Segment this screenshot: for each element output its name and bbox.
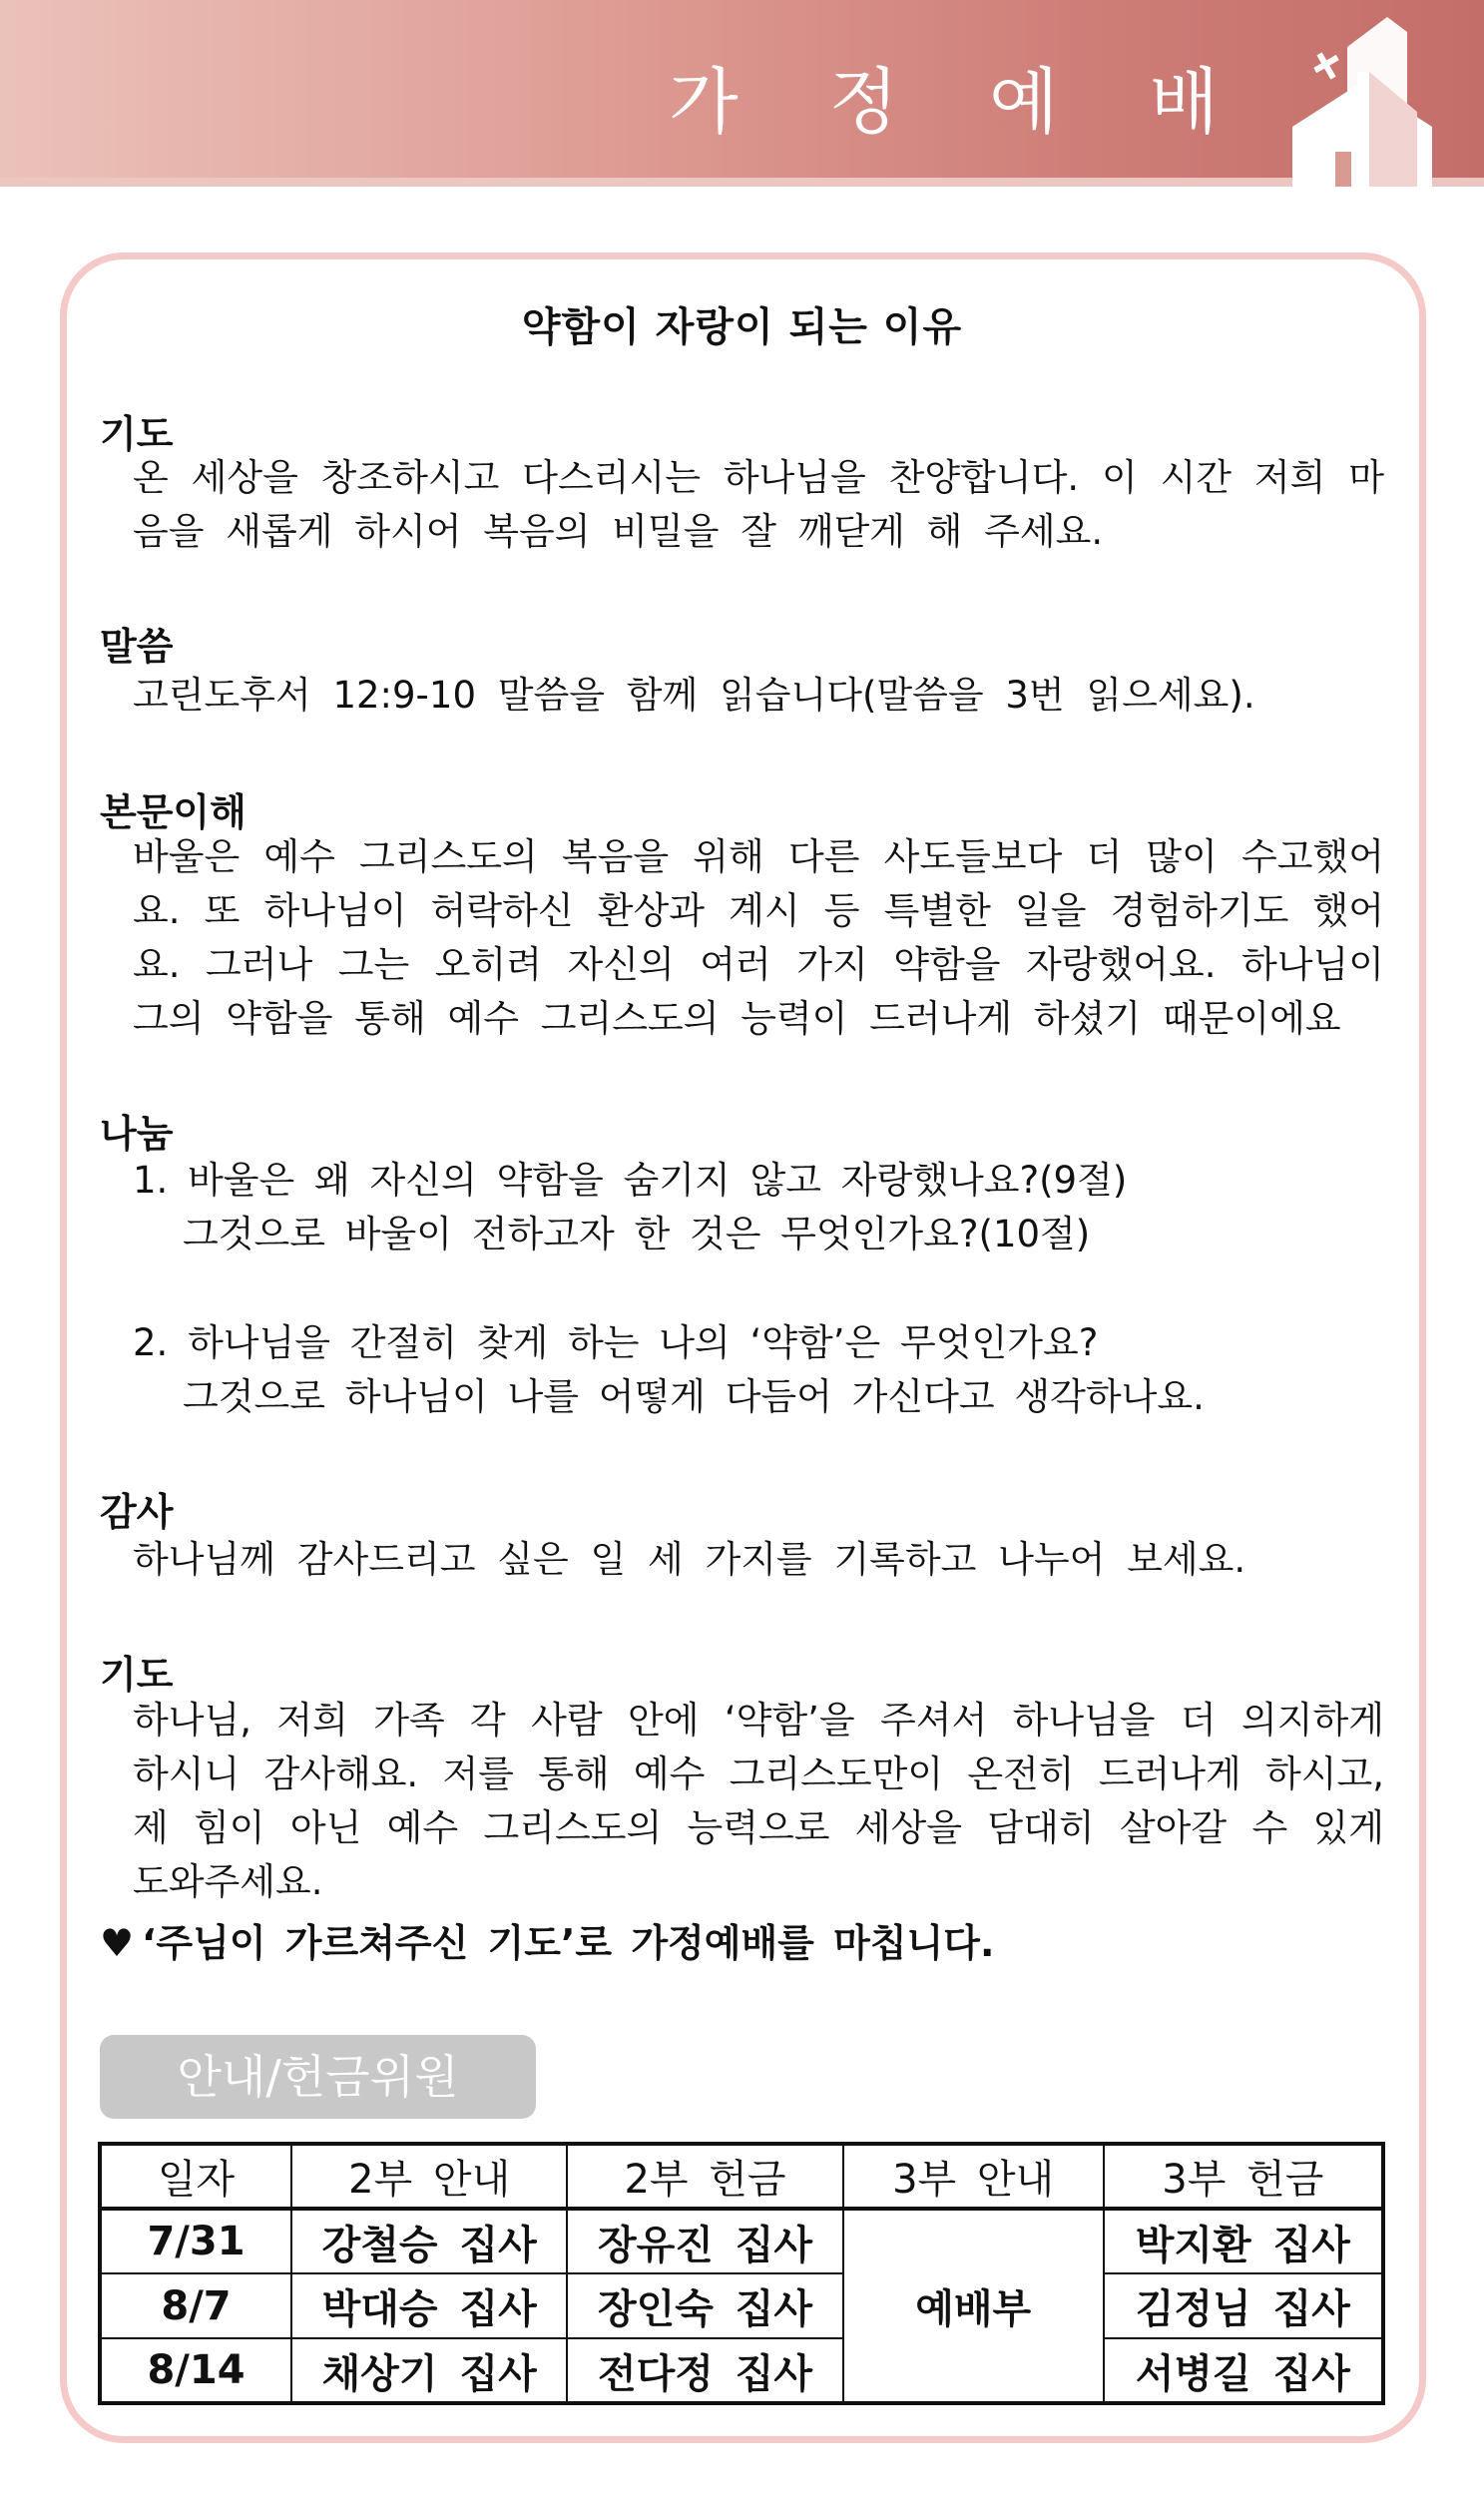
header-3rd-guide: 3부 안내 bbox=[843, 2144, 1104, 2209]
sharing-question-1-followup: 그것으로 바울이 전하고자 한 것은 무엇인가요?(10절) bbox=[183, 1213, 1091, 1255]
cell-3rd-offering: 김정님 집사 bbox=[1104, 2273, 1383, 2338]
header-2nd-offering: 2부 헌금 bbox=[567, 2144, 842, 2209]
closing-prayer-text: 하나님, 저희 가족 각 사람 안에 ‘약함’을 주셔서 하나님을 더 의지하게 하시니 감사해요. 저를 통해 예수 그리스도만이 온전히 드러나게 하시고, 제 힘이 아닌 예수 그리스도의 능력으로 세상을 담대히 살아갈 수 있게 도와주세요. bbox=[133, 1699, 1384, 1903]
closing-text: ‘주님이 가르쳐주신 기도’로 가정예배를 마칩니다. bbox=[142, 1921, 995, 1965]
cell-2nd-offering: 장유진 집사 bbox=[567, 2209, 842, 2273]
section-heading-understanding: 본문이해 bbox=[100, 790, 247, 834]
header-3rd-offering: 3부 헌금 bbox=[1104, 2144, 1383, 2209]
cell-2nd-guide: 채상기 집사 bbox=[291, 2338, 567, 2403]
cell-3rd-offering: 박지환 집사 bbox=[1104, 2209, 1383, 2273]
cell-date: 8/14 bbox=[100, 2338, 291, 2403]
cell-2nd-guide: 강철승 집사 bbox=[291, 2209, 567, 2273]
document-title: 약함이 자랑이 되는 이유 bbox=[521, 304, 963, 350]
table-row bbox=[100, 2273, 1383, 2338]
section-heading-word: 말씀 bbox=[100, 625, 174, 669]
section-heading-thanks: 감사 bbox=[100, 1490, 174, 1534]
thanks-text: 하나님께 감사드리고 싶은 일 세 가지를 기록하고 나누어 보세요. bbox=[133, 1538, 1246, 1581]
heart-icon: ♥ bbox=[100, 1921, 135, 1965]
header-date: 일자 bbox=[100, 2144, 291, 2209]
cell-3rd-guide-merged: 예배부 bbox=[843, 2209, 1104, 2403]
sharing-question-2: 2. 하나님을 간절히 찾게 하는 나의 ‘약함’은 무엇인가요? bbox=[133, 1321, 1099, 1364]
closing-line bbox=[100, 1912, 994, 1967]
section-heading-closing-prayer: 기도 bbox=[100, 1653, 174, 1697]
church-icon bbox=[1277, 12, 1447, 187]
table-row bbox=[100, 2209, 1383, 2273]
passage-understanding-text: 바울은 예수 그리스도의 복음을 위해 다른 사도들보다 더 많이 수고했어요. 또 하나님이 허락하신 환상과 계시 등 특별한 일을 경험하기도 했어요. 그러나 그는 오히려 자신의 여러 가지 약함을 자랑했어요. 하나님이 그의 약함을 통해 예수 그리스도의 능력이 드러나게 하셨기 때문이에요 bbox=[133, 835, 1384, 1040]
prayer-opening-text: 온 세상을 창조하시고 다스리시는 하나님을 찬양합니다. 이 시간 저희 마음을 새롭게 하시어 복음의 비밀을 잘 깨닫게 해 주세요. bbox=[133, 456, 1384, 553]
header-2nd-guide: 2부 안내 bbox=[291, 2144, 567, 2209]
header-divider bbox=[0, 178, 1484, 187]
cell-date: 7/31 bbox=[100, 2209, 291, 2273]
ushers-label: 안내/헌금위원 bbox=[100, 2035, 536, 2119]
cell-2nd-offering: 장인숙 집사 bbox=[567, 2273, 842, 2338]
table-row bbox=[100, 2338, 1383, 2403]
cell-2nd-offering: 전다정 집사 bbox=[567, 2338, 842, 2403]
section-heading-prayer: 기도 bbox=[100, 412, 174, 456]
cell-2nd-guide: 박대승 집사 bbox=[291, 2273, 567, 2338]
cell-3rd-offering: 서병길 집사 bbox=[1104, 2338, 1383, 2403]
cell-date: 8/7 bbox=[100, 2273, 291, 2338]
table-header-row bbox=[100, 2144, 1383, 2209]
sharing-question-1: 1. 바울은 왜 자신의 약함을 숨기지 않고 자랑했나요?(9절) bbox=[133, 1159, 1128, 1202]
page-title: 가 정 예 배 bbox=[669, 60, 1252, 144]
sharing-question-2-followup: 그것으로 하나님이 나를 어떻게 다듬어 가신다고 생각하나요. bbox=[183, 1375, 1205, 1418]
section-heading-sharing: 나눔 bbox=[100, 1112, 174, 1156]
scripture-reference-text: 고린도후서 12:9-10 말씀을 함께 읽습니다(말씀을 3번 읽으세요). bbox=[133, 674, 1255, 717]
ushers-table bbox=[98, 2142, 1385, 2405]
